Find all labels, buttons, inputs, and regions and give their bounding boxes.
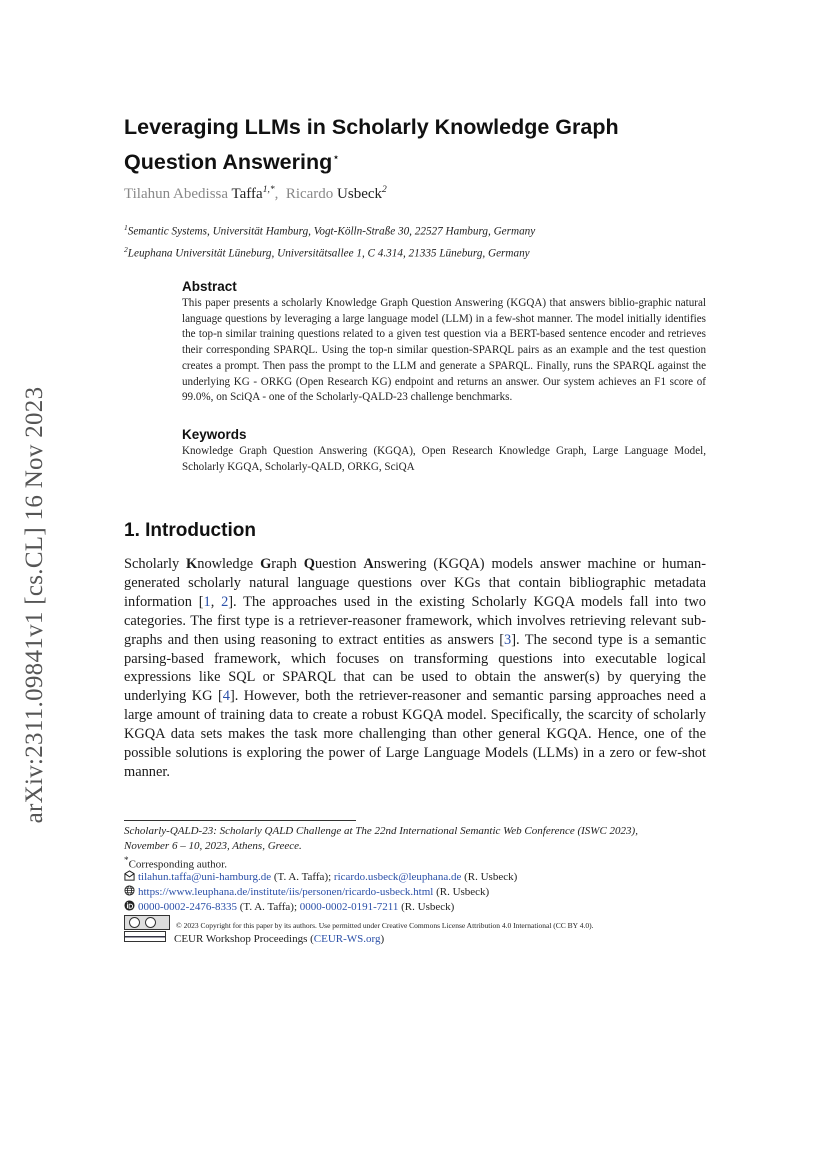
ceur-close: ) xyxy=(380,933,385,945)
arxiv-id: arXiv:2311.09841v1 [cs.CL] 16 Nov 2023 xyxy=(21,386,48,824)
author-2-sup: 2 xyxy=(382,185,387,195)
email-line xyxy=(124,870,517,883)
homepage-line xyxy=(124,885,489,898)
email-icon xyxy=(124,870,135,881)
orcid-line xyxy=(124,900,454,913)
homepage-owner: (R. Usbeck) xyxy=(433,886,490,898)
email-owner-1: (T. A. Taffa); xyxy=(271,871,334,883)
arxiv-stamp xyxy=(20,360,50,850)
intro-text: , xyxy=(210,593,222,610)
intro-bold-a: A xyxy=(363,556,374,572)
orcid-link-taffa[interactable]: 0000-0002-2476-8335 xyxy=(138,901,237,913)
affiliation-2-text: Leuphana Universität Lüneburg, Universitätsallee 1, C 4.314, 21335 Lüneburg, Germany xyxy=(127,247,530,260)
abstract-text: This paper presents a scholarly Knowledge Graph Question Answering (KGQA) that answers biblio-graphic natural language questions by leveraging a large language model (LLM) in a few-shot manner. The model initially identifies the top-n similar training questions related to a given test question via a BERT-based sentence encoder and retrieves their corresponding SPARQL. Using the top-n similar question-SPARQL pairs as an example and the test question creates a prompt. Then pass the prompt to the LLM and generate a SPARQL. Finally, runs the SPARQL against the underlying KG - ORKG (Open Research KG) endpoint and returns an answer. Our system achieves an F1 score of 99.0%, on SciQA - one of the Scholarly-QALD-23 challenge benchmarks. xyxy=(182,297,706,404)
affiliation-1 xyxy=(124,219,535,241)
ceur-logo-icon xyxy=(124,931,166,942)
homepage-link[interactable]: https://www.leuphana.de/institute/iis/personen/ricardo-usbeck.html xyxy=(138,886,434,898)
affiliation-2-sup: 2 xyxy=(124,245,128,255)
orcid-owner-2: (R. Usbeck) xyxy=(398,901,455,913)
keywords-block xyxy=(182,426,706,475)
email-link-usbeck[interactable]: ricardo.usbeck@leuphana.de xyxy=(333,871,462,883)
author-list: Tilahun Abedissa Taffa$^{1,*}$, Ricardo Usbeck$^2$ xyxy=(124,185,387,202)
footnote-rule xyxy=(124,820,356,821)
affiliation-1-sup: 1 xyxy=(124,223,128,232)
intro-text: ]. The second type is a semantic parsing-based framework, which focuses on transforming questions into executable logical expressions like SQL or SPARQL that can be used to obtain the answer(s) by querying the underlying KG [ xyxy=(124,631,706,705)
author-2-first: Ricardo xyxy=(285,186,334,202)
keywords-heading: Keywords xyxy=(182,427,247,442)
title-line-1: Leveraging LLMs in Scholarly Knowledge Graph xyxy=(124,115,619,139)
orcid-owner-1: (T. A. Taffa); xyxy=(237,901,300,913)
globe-icon xyxy=(124,885,135,896)
citation-link-4[interactable]: 4 xyxy=(222,688,230,705)
corresponding-text: Corresponding author. xyxy=(128,858,227,871)
cc-by-license-icon xyxy=(124,915,170,930)
intro-text: ]. The approaches used in the existing Scholarly KGQA models fall into two categories. The first type is a retriever-reasoner framework, which involves retrieving relevant sub-graphs and then using reasoning to extract entities as answers [ xyxy=(124,593,706,648)
author-1-first: Tilahun Abedissa xyxy=(124,186,229,202)
orcid-link-usbeck[interactable]: 0000-0002-0191-7211 xyxy=(299,901,399,913)
email-link-taffa[interactable]: tilahun.taffa@uni-hamburg.de xyxy=(138,871,272,883)
affiliation-2 xyxy=(124,241,535,263)
intro-text: nowledge xyxy=(197,556,261,572)
title-footnote-mark: ⋆ xyxy=(332,150,340,164)
abstract-heading: Abstract xyxy=(182,279,237,294)
intro-text: uestion xyxy=(314,556,364,572)
intro-text: Scholarly xyxy=(124,556,187,572)
affiliation-1-text: Semantic Systems, Universität Hamburg, Vogt-Kölln-Straße 30, 22527 Hamburg, Germany xyxy=(127,225,536,238)
paper-title xyxy=(124,112,684,177)
abstract-block xyxy=(182,278,706,406)
license-text: © 2023 Copyright for this paper by its authors. Use permitted under Creative Commons License Attribution 4.0 International (CC BY 4.0). xyxy=(176,921,594,930)
corresponding-author-note xyxy=(124,855,227,871)
email-owner-2: (R. Usbeck) xyxy=(461,871,518,883)
ceur-line xyxy=(124,931,384,945)
citation-link-1[interactable]: 1 xyxy=(203,593,211,610)
conference-note-line-2: November 6 – 10, 2023, Athens, Greece. xyxy=(124,840,302,852)
author-1-sup: 1,* xyxy=(262,185,275,195)
author-2-last: Usbeck xyxy=(337,186,383,202)
orcid-icon xyxy=(124,900,135,911)
keywords-text: Knowledge Graph Question Answering (KGQA), Open Research Knowledge Graph, Large Language Model, Scholarly KGQA, Scholarly-QALD, ORKG, SciQA xyxy=(182,445,706,473)
citation-link-2[interactable]: 2 xyxy=(221,593,229,610)
citation-link-3[interactable]: 3 xyxy=(504,631,512,648)
intro-bold-q: Q xyxy=(303,556,315,572)
title-line-2: Question Answering xyxy=(124,150,333,175)
affiliations xyxy=(124,219,535,263)
conference-note-line-1: Scholarly-QALD-23: Scholarly QALD Challenge at The 22nd International Semantic Web Conference (ISWC 2023), xyxy=(124,825,638,837)
intro-text: ]. However, both the retriever-reasoner and semantic parsing approaches need a large amount of training data to create a robust KGQA model. Specifically, the scarcity of scholarly KGQA data sets makes the task more challenging than other general KGQA. Hence, one of the possible solutions is exploring the power of Large Language Models (LLMs) in a zero or few-shot manner. xyxy=(124,688,706,780)
intro-text: nswering (KGQA) models answer machine or human-generated scholarly natural language questions over KGs that contain bibliographic metadata information [ xyxy=(124,556,706,610)
section-heading-introduction: 1. Introduction xyxy=(124,520,256,541)
corresponding-mark: * xyxy=(124,855,129,865)
author-1-last: Taffa xyxy=(231,186,263,202)
intro-bold-g: G xyxy=(260,556,272,572)
ceur-text: CEUR Workshop Proceedings ( xyxy=(174,933,314,945)
ceur-ws-link[interactable]: CEUR-WS.org xyxy=(313,933,381,945)
intro-text: raph xyxy=(271,556,304,572)
introduction-paragraph xyxy=(124,555,706,782)
license-line xyxy=(124,915,593,931)
intro-bold-k: K xyxy=(186,556,198,572)
